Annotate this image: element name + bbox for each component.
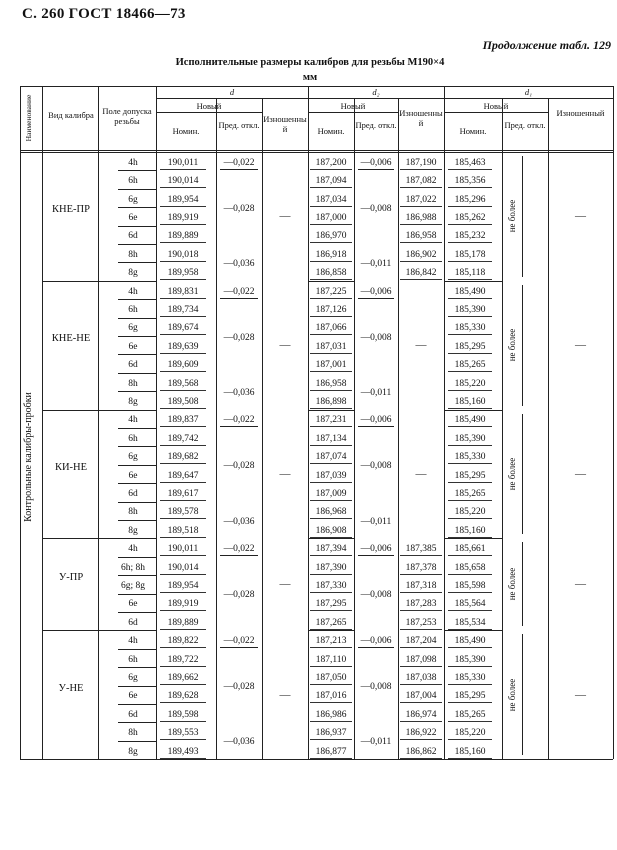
d1-nominal: 185,160 <box>448 747 492 759</box>
tolerance-field: 6g <box>128 452 138 463</box>
row-line <box>118 722 156 723</box>
d2-limit-deviation: —0,008 <box>360 461 392 472</box>
d2-nominal: 186,898 <box>310 397 352 409</box>
d1-dev-line <box>522 156 523 277</box>
d-limit-deviation: —0,022 <box>223 544 255 555</box>
tolerance-field: 4h <box>128 157 138 168</box>
d-nominal: 189,674 <box>160 323 206 335</box>
d2-worn: 187,082 <box>400 176 442 188</box>
d-nominal: 189,647 <box>160 471 206 483</box>
group-separator-data <box>308 281 354 282</box>
d2-worn-dash: — <box>415 468 427 480</box>
row-line <box>118 649 156 650</box>
d-nominal: 189,954 <box>160 195 206 207</box>
d-nominal: 189,628 <box>160 691 206 703</box>
tolerance-field: 8g <box>128 268 138 279</box>
row-line <box>118 594 156 595</box>
d1-nominal: 185,490 <box>448 415 492 427</box>
tolerance-field: 6g <box>128 672 138 683</box>
d1-nominal: 185,390 <box>448 305 492 317</box>
header-d-dev: Пред. откл. <box>218 120 260 130</box>
d2-worn: 187,022 <box>400 195 442 207</box>
row-line <box>118 465 156 466</box>
d1-nominal: 185,118 <box>448 268 492 280</box>
group-separator <box>42 538 156 539</box>
row-line <box>118 741 156 742</box>
group-name: КНЕ-НЕ <box>51 333 91 345</box>
dev-underline <box>358 647 394 648</box>
row-line <box>118 189 156 190</box>
d1-dev-line <box>522 414 523 535</box>
d-limit-deviation: —0,036 <box>223 516 255 527</box>
tolerance-field: 8g <box>128 396 138 407</box>
tolerance-field: 6g <box>128 194 138 205</box>
tolerance-field: 4h <box>128 415 138 426</box>
d2-nominal: 187,050 <box>310 673 352 685</box>
row-line <box>118 299 156 300</box>
tolerance-field: 4h <box>128 544 138 555</box>
d2-nominal: 186,968 <box>310 507 352 519</box>
d2-nominal: 187,000 <box>310 213 352 225</box>
d2-nominal: 187,034 <box>310 195 352 207</box>
row-line <box>118 391 156 392</box>
group-separator-data <box>444 630 502 631</box>
d2-worn: 186,842 <box>400 268 442 280</box>
d2-nominal: 187,213 <box>310 636 352 648</box>
table-title-text: Исполнительные размеры калибров для резьбы М190×4 <box>175 57 445 68</box>
d2-worn: 186,922 <box>400 728 442 740</box>
row-line <box>118 354 156 355</box>
d-nominal: 189,493 <box>160 747 206 759</box>
d1-nominal: 185,178 <box>448 250 492 262</box>
d1-nominal: 185,295 <box>448 691 492 703</box>
column-line <box>613 86 614 759</box>
d-nominal: 189,662 <box>160 673 206 685</box>
header-tolerance: Поле допуска резьбы <box>102 106 152 126</box>
tolerance-field: 6d <box>128 360 138 371</box>
tolerance-field: 6e <box>128 691 138 702</box>
d2-nominal: 187,009 <box>310 489 352 501</box>
d-worn-dash: — <box>279 468 291 480</box>
d2-nominal: 187,231 <box>310 415 352 427</box>
d-nominal: 189,518 <box>160 526 206 538</box>
row-line <box>118 612 156 613</box>
d-nominal: 189,609 <box>160 360 206 372</box>
tolerance-field: 6g; 8g <box>120 580 145 591</box>
d-nominal: 189,598 <box>160 710 206 722</box>
dev-underline <box>358 298 394 299</box>
row-line <box>118 520 156 521</box>
column-line <box>444 86 445 759</box>
dev-underline <box>358 555 394 556</box>
d2-worn: 187,283 <box>400 599 442 611</box>
d-nominal: 189,734 <box>160 305 206 317</box>
tolerance-field: 8h <box>128 507 138 518</box>
row-line <box>118 557 156 558</box>
d2-limit-deviation: —0,011 <box>360 387 392 398</box>
no-more-label: не более <box>507 568 517 601</box>
d2-nominal: 186,918 <box>310 250 352 262</box>
d1-nominal: 185,490 <box>448 636 492 648</box>
tolerance-field: 6e <box>128 212 138 223</box>
d2-nominal: 187,295 <box>310 599 352 611</box>
d1-nominal: 185,390 <box>448 655 492 667</box>
row-line <box>118 483 156 484</box>
d-limit-deviation: —0,022 <box>223 286 255 297</box>
no-more-label: не более <box>507 200 517 233</box>
d2-limit-deviation: —0,006 <box>360 157 392 168</box>
d1-nominal: 185,390 <box>448 434 492 446</box>
d2-limit-deviation: —0,011 <box>360 258 392 269</box>
dev-underline <box>220 555 258 556</box>
d-nominal: 189,568 <box>160 379 206 391</box>
header-d2-dev: Пред. откл. <box>355 120 397 130</box>
tolerance-field: 6e <box>128 599 138 610</box>
d2-worn: 187,204 <box>400 636 442 648</box>
dimensions-table <box>20 86 613 836</box>
row-line <box>118 226 156 227</box>
d2-nominal: 187,225 <box>310 287 352 299</box>
d2-worn: 186,902 <box>400 250 442 262</box>
d-nominal: 189,954 <box>160 581 206 593</box>
d-nominal: 189,742 <box>160 434 206 446</box>
d2-limit-deviation: —0,006 <box>360 286 392 297</box>
d-nominal: 190,014 <box>160 563 206 575</box>
tolerance-field: 6d <box>128 488 138 499</box>
d-nominal: 189,508 <box>160 397 206 409</box>
d-limit-deviation: —0,028 <box>223 332 255 343</box>
d-limit-deviation: —0,022 <box>223 415 255 426</box>
row-line <box>118 446 156 447</box>
d1-nominal: 185,220 <box>448 507 492 519</box>
header-d1-dev: Пред. откл. <box>504 120 546 130</box>
table-title-unit: мм <box>302 72 318 83</box>
d-limit-deviation: —0,022 <box>223 157 255 168</box>
d2-limit-deviation: —0,006 <box>360 415 392 426</box>
row-line <box>118 575 156 576</box>
dev-underline <box>220 426 258 427</box>
d1-nominal: 185,220 <box>448 728 492 740</box>
d2-nominal: 186,986 <box>310 710 352 722</box>
d-nominal: 190,011 <box>160 158 206 170</box>
group-separator-data <box>308 410 354 411</box>
no-more-label: не более <box>507 328 517 362</box>
dev-underline <box>220 647 258 648</box>
tolerance-field: 8h <box>128 728 138 739</box>
d1-nominal: 185,265 <box>448 489 492 501</box>
tolerance-field: 6d <box>128 709 138 720</box>
d-limit-deviation: —0,028 <box>223 461 255 472</box>
d2-nominal: 186,970 <box>310 231 352 243</box>
d-nominal: 189,919 <box>160 213 206 225</box>
group-separator-data <box>308 630 354 631</box>
d2-nominal: 187,001 <box>310 360 352 372</box>
d-limit-deviation: —0,028 <box>223 590 255 601</box>
d-nominal: 189,682 <box>160 452 206 464</box>
no-more-label: не более <box>507 457 517 491</box>
group-separator-data <box>444 281 502 282</box>
d2-limit-deviation: —0,011 <box>360 516 392 527</box>
row-line <box>118 336 156 337</box>
d2-nominal: 187,330 <box>310 581 352 593</box>
column-line <box>548 98 549 759</box>
d-worn-dash: — <box>279 210 291 223</box>
row-line <box>118 502 156 503</box>
column-line <box>354 98 355 759</box>
tolerance-field: 8h <box>128 249 138 260</box>
d-nominal: 189,919 <box>160 599 206 611</box>
column-line <box>308 86 309 759</box>
d2-worn: 187,098 <box>400 655 442 667</box>
d-limit-deviation: —0,036 <box>223 387 255 398</box>
d1-nominal: 185,356 <box>448 176 492 188</box>
group-separator-data <box>444 538 502 539</box>
header-d2-nominal: Номин. <box>317 126 345 136</box>
d-nominal: 189,578 <box>160 507 206 519</box>
d2-limit-deviation: —0,008 <box>360 203 392 214</box>
d2-nominal: 186,958 <box>310 379 352 391</box>
d2-worn: 186,988 <box>400 213 442 225</box>
row-line <box>118 262 156 263</box>
d-nominal: 189,958 <box>160 268 206 280</box>
d2-worn: 187,190 <box>400 158 442 170</box>
row-line <box>118 428 156 429</box>
d-limit-deviation: —0,036 <box>223 258 255 269</box>
d2-limit-deviation: —0,011 <box>360 737 392 748</box>
d-worn-dash: — <box>279 688 291 701</box>
d1-nominal: 185,295 <box>448 342 492 354</box>
column-line <box>98 86 99 759</box>
d-worn-dash: — <box>279 578 291 591</box>
d-nominal: 190,011 <box>160 544 206 556</box>
d1-worn-dash: — <box>575 688 586 701</box>
table-bottom <box>20 759 613 760</box>
group-name: КИ-НЕ <box>54 462 88 473</box>
d-limit-deviation: —0,028 <box>223 203 255 214</box>
tolerance-field: 6d <box>128 617 138 628</box>
d-nominal: 189,617 <box>160 489 206 501</box>
d1-nominal: 185,296 <box>448 195 492 207</box>
d2-limit-deviation: —0,008 <box>360 332 392 343</box>
d-nominal: 189,722 <box>160 655 206 667</box>
tolerance-field: 6h <box>128 654 138 665</box>
d2-worn: 187,378 <box>400 563 442 575</box>
d2-nominal: 187,074 <box>310 452 352 464</box>
d1-nominal: 185,564 <box>448 599 492 611</box>
d2-nominal: 187,134 <box>310 434 352 446</box>
d1-worn-dash: — <box>575 578 586 591</box>
d-nominal: 189,831 <box>160 287 206 299</box>
d1-dev-line <box>522 542 523 626</box>
d-nominal: 190,014 <box>160 176 206 188</box>
tolerance-field: 6h <box>128 176 138 187</box>
dev-underline <box>358 426 394 427</box>
column-line <box>502 98 503 759</box>
header-name: Наименование <box>24 94 33 142</box>
d2-worn-dash: — <box>415 339 427 352</box>
column-line <box>216 98 217 759</box>
d-nominal: 189,553 <box>160 728 206 740</box>
header-d1-new: Новый <box>483 101 509 111</box>
d-limit-deviation: —0,022 <box>223 636 255 647</box>
group-name: КНЕ-ПР <box>52 204 90 216</box>
d-nominal: 190,018 <box>160 250 206 262</box>
tolerance-field: 8h <box>128 378 138 389</box>
table-title <box>150 55 470 85</box>
tolerance-field: 6e <box>128 341 138 352</box>
d2-nominal: 187,394 <box>310 544 352 556</box>
d-worn-dash: — <box>279 339 291 352</box>
tolerance-field: 6h <box>128 433 138 444</box>
d1-nominal: 185,330 <box>448 673 492 685</box>
column-line <box>20 86 21 759</box>
d-limit-deviation: —0,028 <box>223 682 255 693</box>
tolerance-field: 8g <box>128 525 138 536</box>
tolerance-field: 6d <box>128 231 138 242</box>
tolerance-field: 4h <box>128 286 138 297</box>
d2-worn: 187,038 <box>400 673 442 685</box>
header-d2-new: Новый <box>340 101 366 111</box>
header-d-new: Новый <box>196 101 222 111</box>
header-d2: d₂ <box>372 87 380 97</box>
tolerance-field: 6h <box>128 304 138 315</box>
d1-nominal: 185,330 <box>448 323 492 335</box>
header-d-worn: Изношенный <box>263 114 307 134</box>
d2-worn: 187,253 <box>400 618 442 630</box>
d-nominal: 189,837 <box>160 415 206 427</box>
d2-worn: 187,004 <box>400 691 442 703</box>
section-label: Контрольные калибры-пробки <box>23 392 34 522</box>
d-limit-deviation: —0,036 <box>223 737 255 748</box>
header-d1-nominal: Номин. <box>459 126 487 136</box>
row-line <box>118 244 156 245</box>
d2-worn: 186,974 <box>400 710 442 722</box>
d1-nominal: 185,220 <box>448 379 492 391</box>
d1-nominal: 185,160 <box>448 526 492 538</box>
row-line <box>118 207 156 208</box>
d2-nominal: 187,016 <box>310 691 352 703</box>
d1-worn-dash: — <box>575 468 586 480</box>
d1-nominal: 185,265 <box>448 710 492 722</box>
column-line <box>42 86 43 759</box>
d2-nominal: 187,265 <box>310 618 352 630</box>
d2-nominal: 186,858 <box>310 268 352 280</box>
d2-limit-deviation: —0,006 <box>360 636 392 647</box>
d1-nominal: 185,160 <box>448 397 492 409</box>
row-line <box>118 704 156 705</box>
row-line <box>118 686 156 687</box>
no-more-label: не более <box>507 678 517 712</box>
group-separator-data <box>444 410 502 411</box>
d2-nominal: 187,031 <box>310 342 352 354</box>
d2-nominal: 187,126 <box>310 305 352 317</box>
d2-worn: 186,958 <box>400 231 442 243</box>
dev-underline <box>220 169 258 170</box>
header-d1-worn: Изношенный <box>556 108 605 118</box>
continuation-label: Продолжение табл. 129 <box>482 38 611 52</box>
d1-nominal: 185,490 <box>448 287 492 299</box>
page-header-left: С. 260 ГОСТ 18466—73 <box>22 6 186 22</box>
d1-nominal: 185,295 <box>448 471 492 483</box>
d1-nominal: 185,330 <box>448 452 492 464</box>
d2-nominal: 187,066 <box>310 323 352 335</box>
d1-worn-dash: — <box>575 210 586 223</box>
d-nominal: 189,639 <box>160 342 206 354</box>
d2-nominal: 187,200 <box>310 158 352 170</box>
d1-nominal: 185,534 <box>448 618 492 630</box>
group-name: У-ПР <box>58 572 84 584</box>
d2-worn: 186,862 <box>400 747 442 759</box>
column-line <box>262 98 263 759</box>
header-d2-worn: Изношенный <box>399 108 443 128</box>
row-line <box>118 318 156 319</box>
d2-limit-deviation: —0,008 <box>360 682 392 693</box>
group-separator <box>42 410 156 411</box>
column-line <box>398 98 399 759</box>
tolerance-field: 6e <box>128 470 138 481</box>
group-separator <box>42 281 156 282</box>
d1-worn-dash: — <box>575 339 586 352</box>
d2-worn: 187,385 <box>400 544 442 556</box>
d2-nominal: 186,877 <box>310 747 352 759</box>
tolerance-field: 4h <box>128 636 138 647</box>
d2-nominal: 186,937 <box>310 728 352 740</box>
d2-nominal: 187,039 <box>310 471 352 483</box>
tolerance-field: 6g <box>128 323 138 334</box>
d1-nominal: 185,232 <box>448 231 492 243</box>
d-nominal: 189,889 <box>160 618 206 630</box>
tolerance-field: 8g <box>128 746 138 757</box>
d1-dev-line <box>522 285 523 406</box>
group-name: У-НЕ <box>58 682 84 694</box>
dev-underline <box>358 169 394 170</box>
header-d: d <box>229 87 235 97</box>
tolerance-field: 6h; 8h <box>120 562 145 573</box>
d1-nominal: 185,262 <box>448 213 492 225</box>
row-line <box>118 373 156 374</box>
d1-nominal: 185,598 <box>448 581 492 593</box>
d2-nominal: 187,094 <box>310 176 352 188</box>
row-line <box>118 170 156 171</box>
d2-worn: 187,318 <box>400 581 442 593</box>
d2-limit-deviation: —0,008 <box>360 590 392 601</box>
header-gauge-type: Вид калибра <box>48 110 94 120</box>
d2-limit-deviation: —0,006 <box>360 544 392 555</box>
d1-nominal: 185,265 <box>448 360 492 372</box>
d-nominal: 189,822 <box>160 636 206 648</box>
row-line <box>118 667 156 668</box>
d1-nominal: 185,661 <box>448 544 492 556</box>
column-line <box>156 86 157 759</box>
d2-nominal: 187,390 <box>310 563 352 575</box>
dev-underline <box>220 298 258 299</box>
header-d-nominal: Номин. <box>172 126 200 136</box>
d2-nominal: 187,110 <box>310 655 352 667</box>
d2-nominal: 186,908 <box>310 526 352 538</box>
header-d1: d₁ <box>524 87 533 97</box>
d1-nominal: 185,658 <box>448 563 492 575</box>
d1-dev-line <box>522 634 523 755</box>
group-separator <box>42 630 156 631</box>
d1-nominal: 185,463 <box>448 158 492 170</box>
group-separator-data <box>308 538 354 539</box>
d-nominal: 189,889 <box>160 231 206 243</box>
